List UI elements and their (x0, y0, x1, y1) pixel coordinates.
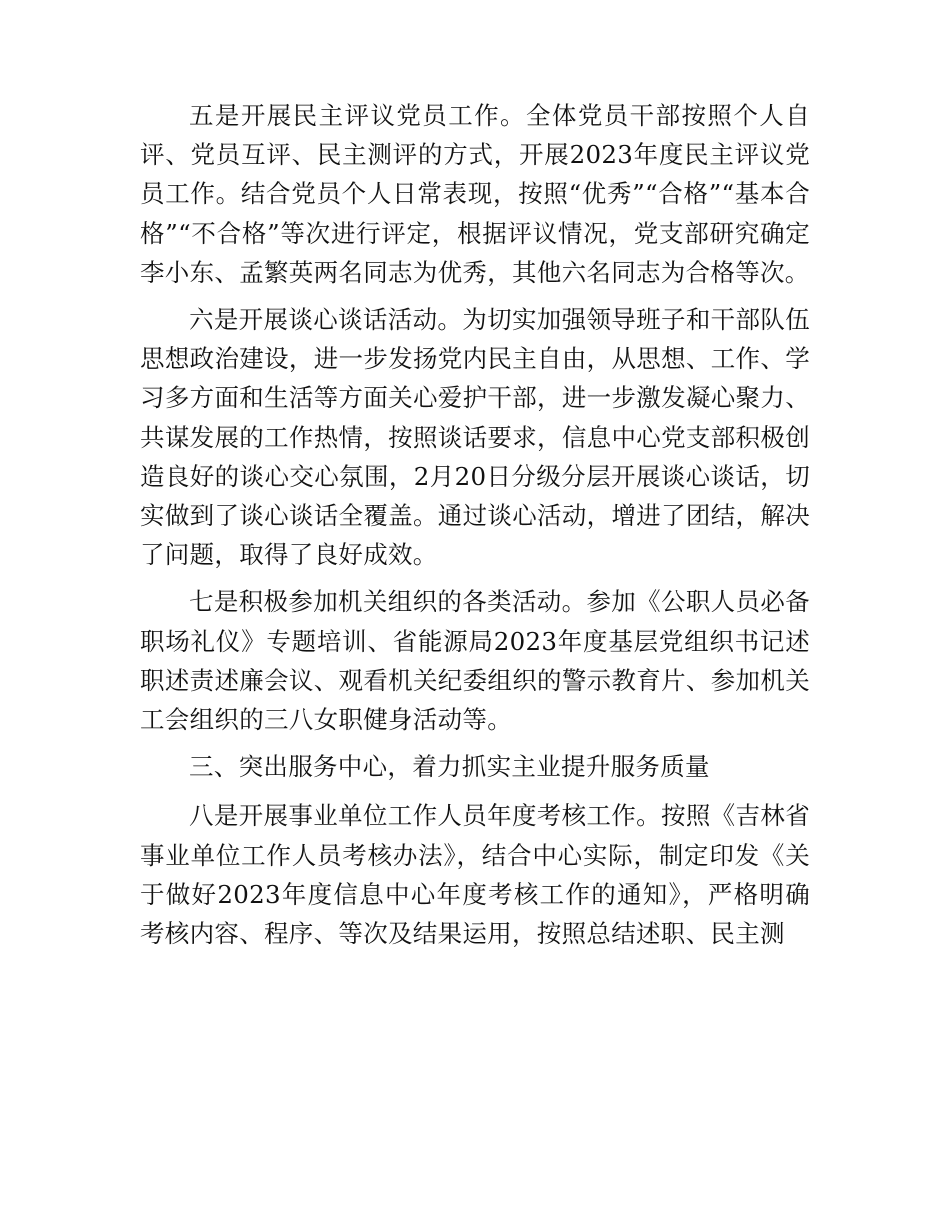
document-body (140, 96, 810, 961)
paragraph-democratic-evaluation: 五是开展民主评议党员工作。全体党员干部按照个人自评、党员互评、民主测评的方式，开展2023年度民主评议党员工作。结合党员个人日常表现，按照“优秀”“合格”“基本合格”“不合格”等次进行评定，根据评议情况，党支部研究确定李小东、孟繁英两名同志为优秀，其他六名同志为合格等次。 (140, 101, 810, 287)
paragraph-annual-assessment: 八是开展事业单位工作人员年度考核工作。按照《吉林省事业单位工作人员考核办法》，结合中心实际，制定印发《关于做好2023年度信息中心年度考核工作的通知》，严格明确考核内容、程序、等次及结果运用，按照总结述职、民主测 (140, 801, 810, 949)
section-heading-service-quality: 三、突出服务中心，着力抓实主业提升服务质量 (189, 752, 710, 782)
paragraph-heart-to-heart-talks: 六是开展谈心谈话活动。为切实加强领导班子和干部队伍思想政治建设，进一步发扬党内民主自由，从思想、工作、学习多方面和生活等方面关心爱护干部，进一步激发凝心聚力、共谋发展的工作热情，按照谈话要求，信息中心党支部积极创造良好的谈心交心氛围，2月20日分级分层开展谈心谈话，切实做到了谈心谈话全覆盖。通过谈心活动，增进了团结，解决了问题，取得了良好成效。 (140, 305, 810, 570)
paragraph-organization-activities: 七是积极参加机关组织的各类活动。参加《公职人员必备职场礼仪》专题培训、省能源局2023年度基层党组织书记述职述责述廉会议、观看机关纪委组织的警示教育片、参加机关工会组织的三八女职健身活动等。 (140, 587, 810, 735)
